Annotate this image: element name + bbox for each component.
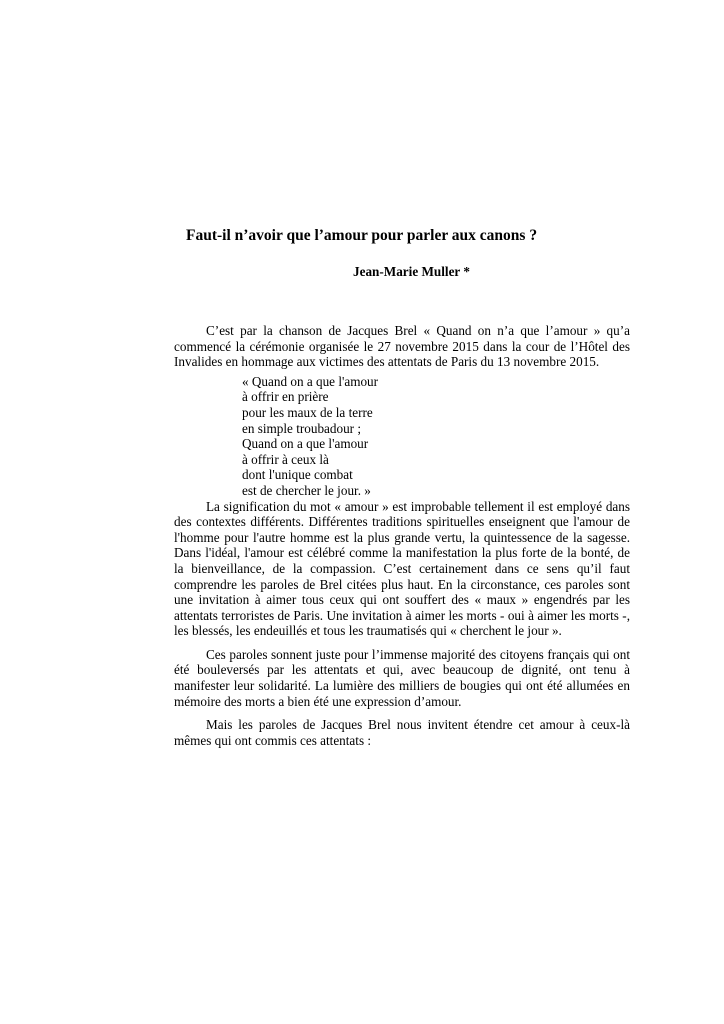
document-author: Jean-Marie Muller * [353, 264, 470, 279]
paragraph-intro: C’est par la chanson de Jacques Brel « Quand on n’a que l’amour » qu’a commencé la cérémonie organisée le 27 novembre 2015 dans la cour de l’Hôtel des Invalides en hommage aux victimes des attentats de Paris du 13 novembre 2015. [174, 323, 630, 370]
song-quote-line: est de chercher le jour. » [242, 482, 371, 498]
song-quote [174, 374, 630, 499]
document-body [174, 323, 630, 748]
song-quote-line: en simple troubadour ; [242, 420, 362, 436]
paragraph-solidarity: Ces paroles sonnent juste pour l’immense majorité des citoyens français qui ont été bouleversés par les attentats et qui, avec beaucoup de dignité, ont tenu à manifester leur solidarité. La lumière des milliers de bougies qui ont été allumées en mémoire des morts a bien été une expression d’amour. [174, 646, 630, 709]
document-title: Faut-il n’avoir que l’amour pour parler aux canons ? [186, 227, 538, 244]
song-quote-line: Quand on a que l'amour [242, 436, 369, 452]
paragraph-invitation: Mais les paroles de Jacques Brel nous invitent étendre cet amour à ceux-là mêmes qui ont commis ces attentats : [174, 717, 630, 748]
song-quote-line: pour les maux de la terre [242, 404, 373, 420]
song-quote-line: à offrir à ceux là [242, 451, 329, 467]
song-quote-line: « Quand on a que l'amour [242, 373, 379, 389]
song-quote-line: à offrir en prière [242, 389, 329, 405]
paragraph-meaning-of-love: La signification du mot « amour » est improbable tellement il est employé dans des contextes différents. Différentes traditions spirituelles enseignent que l'amour de l'homme pour l'autre homme est la plus grande vertu, la quintessence de la sagesse. Dans l'idéal, l'amour est célébré comme la manifestation la plus forte de la bonté, de la bienveillance, de la compassion. C’est certainement dans ce sens qu’il faut comprendre les paroles de Brel citées plus haut. En la circonstance, ces paroles sont une invitation à aimer tous ceux qui ont souffert des « maux » engendrés par les attentats terroristes de Paris. Une invitation à aimer les morts - oui à aimer les morts -, les blessés, les endeuillés et tous les traumatisés qui « cherchent le jour ». [174, 498, 630, 639]
song-quote-line: dont l'unique combat [242, 467, 353, 483]
